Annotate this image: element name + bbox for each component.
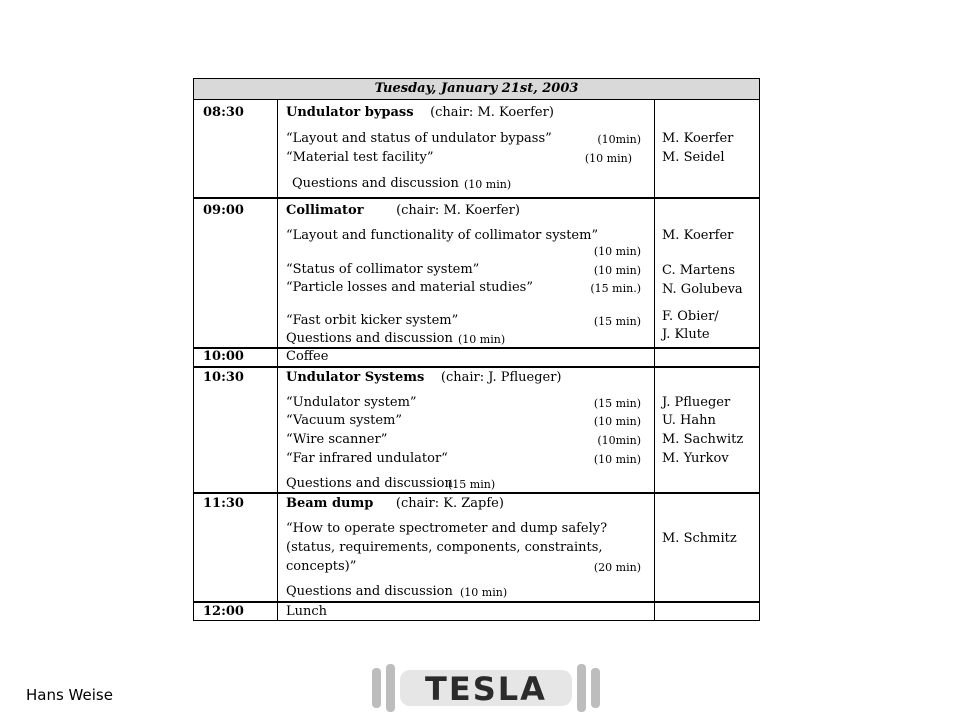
- session-row-1030: [194, 366, 759, 492]
- speaker-cell: [655, 368, 759, 492]
- talk-duration: (10min): [597, 434, 641, 447]
- talk-title: “Layout and functionality of collimator system”: [286, 228, 599, 243]
- session-heading: [286, 496, 504, 512]
- talk-title: “How to operate spectrometer and dump safely?: [286, 521, 608, 536]
- session-heading: [286, 105, 554, 121]
- speaker-name: C. Martens: [662, 263, 735, 278]
- session-row-0830: [194, 100, 759, 197]
- session-row-1130: [194, 492, 759, 601]
- topic-cell: [278, 199, 655, 347]
- talk-title: “Status of collimator system”: [286, 262, 480, 277]
- talk-duration: (15 min): [593, 397, 641, 410]
- talk-duration: (15 min.): [590, 282, 641, 295]
- author-name: Hans Weise: [26, 686, 113, 704]
- talk-title: “Layout and status of undulator bypass”: [286, 131, 552, 146]
- topic-cell: [278, 494, 655, 601]
- talk-title: “Material test facility”: [286, 150, 434, 165]
- session-chair: (chair: J. Pflueger): [440, 370, 562, 385]
- topic-cell: [278, 349, 655, 366]
- talk-title: Questions and discussion: [292, 176, 459, 191]
- session-time: 10:30: [203, 370, 244, 385]
- day-title: Tuesday, January 21st, 2003: [194, 79, 759, 100]
- talk-duration: (20 min): [593, 561, 641, 574]
- talk-duration: (10 min): [584, 152, 632, 165]
- talk-duration: (10 min): [593, 245, 641, 258]
- talk-duration: (10 min): [458, 333, 506, 346]
- talk-duration: (15 min): [593, 315, 641, 328]
- session-heading: [286, 203, 520, 219]
- topic-cell: [278, 100, 655, 197]
- session-time: 12:00: [203, 604, 244, 619]
- session-chair: (chair: K. Zapfe): [395, 496, 504, 511]
- talk-title: “Far infrared undulator“: [286, 451, 448, 466]
- talk-duration: (10 min): [593, 415, 641, 428]
- speaker-cell: [655, 349, 759, 366]
- talk-title: Questions and discussion: [286, 584, 453, 599]
- talk-title: Questions and discussion: [286, 331, 453, 346]
- speaker-name: J. Klute: [662, 327, 710, 342]
- session-time: 08:30: [203, 105, 244, 120]
- schedule-table: [193, 78, 760, 621]
- speaker-cell: [655, 100, 759, 197]
- talk-duration: (15 min): [448, 478, 496, 491]
- speaker-name: J. Pflueger: [662, 395, 731, 410]
- talk-duration: (10min): [597, 133, 641, 146]
- speaker-name: N. Golubeva: [662, 282, 743, 297]
- speaker-cell: [655, 199, 759, 347]
- speaker-name: M. Koerfer: [662, 228, 734, 243]
- speaker-cell: [655, 494, 759, 601]
- session-chair: (chair: M. Koerfer): [430, 105, 554, 120]
- session-title: Coffee: [286, 349, 329, 364]
- speaker-name: M. Schmitz: [662, 531, 737, 546]
- topic-cell: [278, 368, 655, 492]
- speaker-name: M. Koerfer: [662, 131, 734, 146]
- session-time: 11:30: [203, 496, 244, 511]
- talk-title: “Wire scanner”: [286, 432, 388, 447]
- time-cell: [194, 100, 278, 197]
- talk-duration: (10 min): [593, 264, 641, 277]
- session-title: Collimator: [286, 203, 364, 218]
- talk-title: “Vacuum system”: [286, 413, 403, 428]
- session-time: 09:00: [203, 203, 244, 218]
- speaker-name: U. Hahn: [662, 413, 716, 428]
- tesla-logo: [366, 660, 606, 716]
- talk-title: “Particle losses and material studies”: [286, 280, 533, 295]
- session-row-1000: [194, 347, 759, 366]
- talk-title: “Undulator system”: [286, 395, 417, 410]
- session-heading: [286, 370, 562, 386]
- logo-text: TESLA: [425, 670, 547, 708]
- session-title: Beam dump: [286, 496, 374, 511]
- talk-title: Questions and discussion: [286, 476, 453, 491]
- session-row-1200: [194, 601, 759, 620]
- time-cell: [194, 349, 278, 366]
- session-time: 10:00: [203, 349, 244, 364]
- session-title: Undulator Systems: [286, 370, 425, 385]
- talk-title: (status, requirements, components, constraints,: [286, 540, 603, 555]
- session-title: Lunch: [286, 604, 328, 619]
- time-cell: [194, 199, 278, 347]
- speaker-name: M. Seidel: [662, 150, 725, 165]
- topic-cell: [278, 603, 655, 620]
- session-title: Undulator bypass: [286, 105, 414, 120]
- session-row-0900: [194, 197, 759, 347]
- talk-title: concepts)”: [286, 559, 357, 574]
- speaker-name: M. Yurkov: [662, 451, 729, 466]
- talk-duration: (10 min): [593, 453, 641, 466]
- session-chair: (chair: M. Koerfer): [396, 203, 520, 218]
- time-cell: [194, 494, 278, 601]
- time-cell: [194, 368, 278, 492]
- speaker-name: F. Obier/: [662, 309, 719, 324]
- talk-title: “Fast orbit kicker system”: [286, 313, 459, 328]
- time-cell: [194, 603, 278, 620]
- talk-duration: (10 min): [460, 586, 508, 599]
- speaker-cell: [655, 603, 759, 620]
- speaker-name: M. Sachwitz: [662, 432, 744, 447]
- talk-duration: (10 min): [464, 178, 512, 191]
